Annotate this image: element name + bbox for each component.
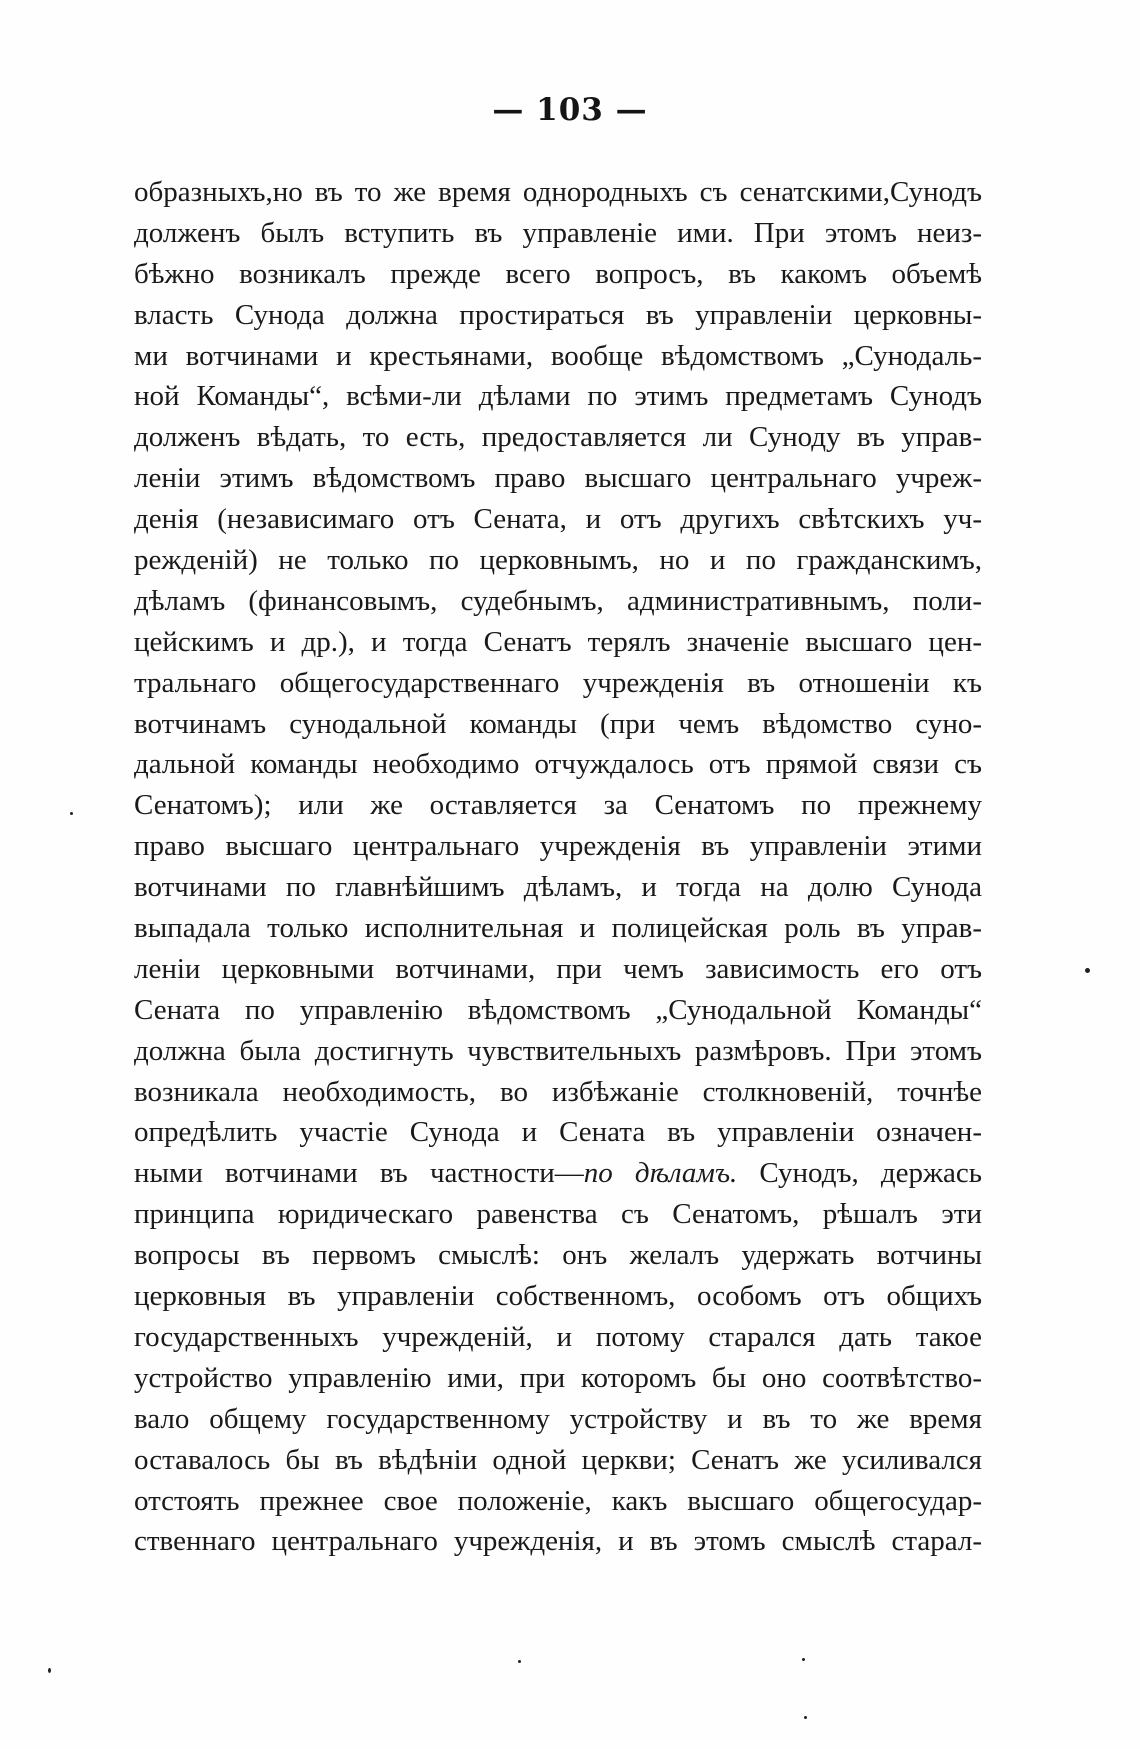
text-line: устройство управленію ими, при которомъ бы оно соотвѣтство- [134,1361,982,1394]
text-line: вало общему государственному устройству и въ то же время [134,1402,982,1435]
text-line: ми вотчинами и крестьянами, вообще вѣдомствомъ „Сунодаль- [134,339,982,372]
text-line: ственнаго центральнаго учрежденія, и въ этомъ смыслѣ старал- [134,1525,982,1558]
text-line: долженъ былъ вступить въ управленіе ими. При этомъ неиз- [134,216,982,249]
text-line: должна была достигнуть чувствительныхъ размѣровъ. При этомъ [134,1034,982,1067]
text-line: опредѣлить участіе Сунода и Сената въ управленіи означен- [134,1116,982,1149]
text-line: Сенатомъ); или же оставляется за Сенатомъ по прежнему [134,789,982,822]
text-line: церковныя въ управленіи собственномъ, особомъ отъ общихъ [134,1280,982,1313]
scan-speck [802,1658,805,1661]
text-line: выпадала только исполнительная и полицейская роль въ управ- [134,912,982,945]
scan-speck [70,812,73,815]
text-line: образныхъ,но въ то же время однородныхъ съ сенатскими,Сунодъ [134,176,982,208]
text-line: режденій) не только по церковнымъ, но и по гражданскимъ, [134,544,982,577]
text-line: леніи этимъ вѣдомствомъ право высшаго центральнаго учреж- [134,462,982,495]
body-text [134,172,982,1562]
text-line-mixed [134,1153,982,1194]
scan-speck [518,1660,521,1663]
text-line: цейскимъ и др.), и тогда Сенатъ терялъ значеніе высшаго цен- [134,625,982,658]
text-line: тральнаго общегосударственнаго учрежденія въ отношеніи къ [134,666,982,699]
italic-phrase: по дѣламъ. [583,1157,738,1190]
text-line: право высшаго центральнаго учрежденія въ управленіи этими [134,830,982,863]
text-line: долженъ вѣдать, то есть, предоставляется ли Суноду въ управ- [134,421,982,454]
text-line-tail: Сунодъ, держась [737,1157,982,1190]
text-line-head: ными вотчинами въ частности— [134,1157,584,1190]
text-line: оставалось бы въ вѣдѣніи одной церкви; Сенатъ же усиливался [134,1443,982,1476]
text-line: Сената по управленію вѣдомствомъ „Сунодальной Команды“ [134,993,982,1026]
text-line: вотчинами по главнѣйшимъ дѣламъ, и тогда на долю Сунода [134,871,982,904]
scan-speck [804,1716,807,1719]
text-line: отстоять прежнее свое положеніе, какъ высшаго общегосудар- [134,1484,982,1517]
text-line: принципа юридическаго равенства съ Сенатомъ, рѣшалъ эти [134,1198,982,1231]
text-line: государственныхъ учрежденій, и потому старался дать такое [134,1320,982,1353]
scan-speck [1085,968,1090,973]
text-line: бѣжно возникалъ прежде всего вопросъ, въ какомъ объемѣ [134,257,982,290]
text-line: вотчинамъ сунодальной команды (при чемъ вѣдомство суно- [134,707,982,740]
text-line: леніи церковными вотчинами, при чемъ зависимость его отъ [134,952,982,985]
text-line: денія (независимаго отъ Сената, и отъ другихъ свѣтскихъ уч- [134,503,982,536]
text-line: дѣламъ (финансовымъ, судебнымъ, административнымъ, поли- [134,584,982,617]
page-number: — 103 — [492,92,648,128]
text-line: возникала необходимость, во избѣжаніе столкновеній, точнѣе [134,1075,982,1108]
text-line: ной Команды“, всѣми-ли дѣлами по этимъ предметамъ Сунодъ [134,380,982,413]
text-line: вопросы въ первомъ смыслѣ: онъ желалъ удержать вотчины [134,1239,982,1272]
scan-speck [48,1668,51,1673]
text-line: власть Сунода должна простираться въ управленіи церковны- [134,298,982,331]
text-line: дальной команды необходимо отчуждалось отъ прямой связи съ [134,748,982,781]
